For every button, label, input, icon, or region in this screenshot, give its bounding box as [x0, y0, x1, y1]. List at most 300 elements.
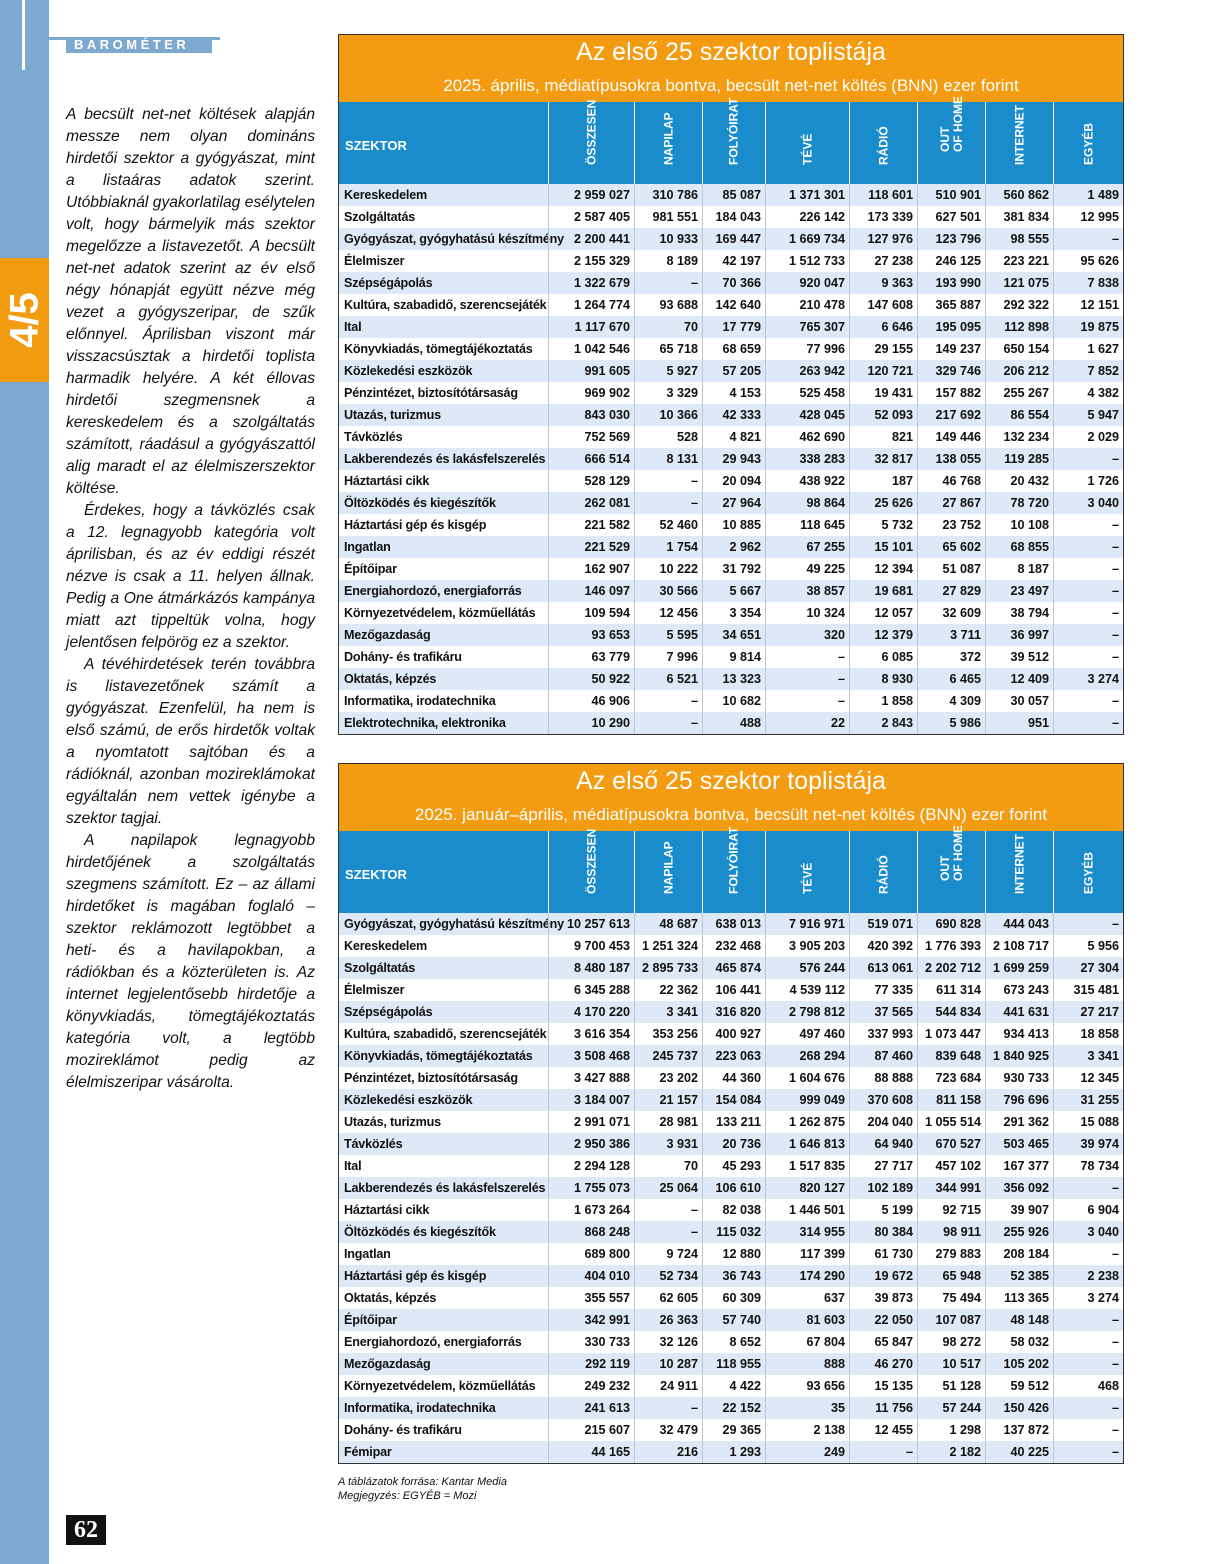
- column-header: [849, 831, 917, 913]
- sector-name: Mezőgazdaság: [344, 1357, 431, 1371]
- value-cell: 19 681: [849, 580, 917, 602]
- table-row: [339, 646, 1123, 668]
- value-cell: 10 108: [985, 514, 1053, 536]
- value-cell: 752 569: [548, 426, 634, 448]
- value-cell: 29 155: [849, 338, 917, 360]
- value-cell: 241 613: [548, 1397, 634, 1419]
- value-cell: 868 248: [548, 1221, 634, 1243]
- value-cell: 10 222: [634, 558, 702, 580]
- value-cell: 70 366: [702, 272, 765, 294]
- value-cell: 65 602: [917, 536, 985, 558]
- value-cell: 8 930: [849, 668, 917, 690]
- table-row: [339, 935, 1123, 957]
- table-row: [339, 957, 1123, 979]
- value-cell: 444 043: [985, 913, 1053, 935]
- value-cell: 1 669 734: [765, 228, 849, 250]
- value-cell: 24 911: [634, 1375, 702, 1397]
- value-cell: 36 743: [702, 1265, 765, 1287]
- sector-name: Dohány- és trafikáru: [344, 1423, 462, 1437]
- value-cell: 246 125: [917, 250, 985, 272]
- sector-name: Energiahordozó, energiaforrás: [344, 1335, 522, 1349]
- sector-name: Informatika, irodatechnika: [344, 1401, 496, 1415]
- value-cell: 525 458: [765, 382, 849, 404]
- table-row: [339, 1441, 1123, 1463]
- value-cell: 991 605: [548, 360, 634, 382]
- value-cell: 50 922: [548, 668, 634, 690]
- value-cell: 519 071: [849, 913, 917, 935]
- value-cell: 268 294: [765, 1045, 849, 1067]
- value-cell: 820 127: [765, 1177, 849, 1199]
- value-cell: 404 010: [548, 1265, 634, 1287]
- table-row: [339, 426, 1123, 448]
- table-row: [339, 492, 1123, 514]
- table-row: [339, 470, 1123, 492]
- sector-name: Szolgáltatás: [344, 961, 416, 975]
- value-cell: 1 055 514: [917, 1111, 985, 1133]
- value-cell: 40 225: [985, 1441, 1053, 1463]
- sector-name: Kereskedelem: [344, 939, 428, 953]
- value-cell: 6 521: [634, 668, 702, 690]
- sector-name: Építőipar: [344, 562, 397, 576]
- value-cell: 86 554: [985, 404, 1053, 426]
- value-cell: 22 362: [634, 979, 702, 1001]
- value-cell: 133 211: [702, 1111, 765, 1133]
- table-row: [339, 1045, 1123, 1067]
- value-cell: 7 852: [1053, 360, 1123, 382]
- column-header-label: TÉVÉ: [800, 133, 814, 165]
- value-cell: 31 792: [702, 558, 765, 580]
- sector-name: Könyvkiadás, tömegtájékoztatás: [344, 1049, 533, 1063]
- table-row: [339, 1419, 1123, 1441]
- value-cell: 12 880: [702, 1243, 765, 1265]
- value-cell: 4 170 220: [548, 1001, 634, 1023]
- value-cell: 52 460: [634, 514, 702, 536]
- value-cell: 146 097: [548, 580, 634, 602]
- value-cell: 457 102: [917, 1155, 985, 1177]
- value-cell: 121 075: [985, 272, 1053, 294]
- table-row: [339, 580, 1123, 602]
- value-cell: 3 040: [1053, 1221, 1123, 1243]
- sector-name: Élelmiszer: [344, 983, 405, 997]
- value-cell: 169 447: [702, 228, 765, 250]
- value-cell: 34 651: [702, 624, 765, 646]
- value-cell: 342 991: [548, 1309, 634, 1331]
- table-row: [339, 1309, 1123, 1331]
- value-cell: 95 626: [1053, 250, 1123, 272]
- value-cell: 4 309: [917, 690, 985, 712]
- sector-name: Közlekedési eszközök: [344, 1093, 473, 1107]
- value-cell: 2 843: [849, 712, 917, 734]
- value-cell: 20 094: [702, 470, 765, 492]
- value-cell: 39 907: [985, 1199, 1053, 1221]
- column-header-label: FOLYÓIRAT: [726, 826, 741, 894]
- value-cell: 70: [634, 1155, 702, 1177]
- value-cell: 245 737: [634, 1045, 702, 1067]
- value-cell: 27 829: [917, 580, 985, 602]
- article-paragraph: A tévéhirdetések terén továbbra is listavezetőnek számít a gyógyászat. Ezenfelül, ha nem is első számú, de erős hirdetők voltak a nyomtatott sajtóban és a rádióknál, azonban mozireklámokat egyáltalán nem vettek igénybe a szektor tagjai.: [66, 656, 315, 827]
- value-cell: 46 906: [548, 690, 634, 712]
- sector-name: Kereskedelem: [344, 188, 428, 202]
- value-cell: 1 604 676: [765, 1067, 849, 1089]
- value-cell: –: [849, 1441, 917, 1463]
- value-cell: 10 933: [634, 228, 702, 250]
- value-cell: 370 608: [849, 1089, 917, 1111]
- value-cell: 3 711: [917, 624, 985, 646]
- remark-note: Megjegyzés: EGYÉB = Mozi: [338, 1490, 477, 1502]
- value-cell: 48 148: [985, 1309, 1053, 1331]
- value-cell: 49 225: [765, 558, 849, 580]
- value-cell: 75 494: [917, 1287, 985, 1309]
- value-cell: 1 298: [917, 1419, 985, 1441]
- value-cell: 528 129: [548, 470, 634, 492]
- value-cell: 9 814: [702, 646, 765, 668]
- value-cell: 2 138: [765, 1419, 849, 1441]
- sector-name: Pénzintézet, biztosítótársaság: [344, 1071, 518, 1085]
- value-cell: 8 480 187: [548, 957, 634, 979]
- value-cell: 19 875: [1053, 316, 1123, 338]
- value-cell: 98 864: [765, 492, 849, 514]
- column-headers: [339, 96, 1123, 184]
- section-badge: [0, 258, 49, 382]
- value-cell: 497 460: [765, 1023, 849, 1045]
- table-body: [339, 184, 1123, 734]
- value-cell: 68 659: [702, 338, 765, 360]
- value-cell: 12 456: [634, 602, 702, 624]
- table-row: [339, 1111, 1123, 1133]
- value-cell: 68 855: [985, 536, 1053, 558]
- value-cell: 1 073 447: [917, 1023, 985, 1045]
- value-cell: 52 734: [634, 1265, 702, 1287]
- column-header-label: NAPILAP: [661, 112, 675, 165]
- value-cell: 329 746: [917, 360, 985, 382]
- sector-name: Ital: [344, 1159, 362, 1173]
- source-note: A táblázatok forrása: Kantar Media: [338, 1476, 507, 1488]
- value-cell: 666 514: [548, 448, 634, 470]
- column-header-label: NAPILAP: [661, 841, 675, 894]
- value-cell: 468: [1053, 1375, 1123, 1397]
- value-cell: 127 976: [849, 228, 917, 250]
- value-cell: 52 385: [985, 1265, 1053, 1287]
- value-cell: 92 715: [917, 1199, 985, 1221]
- value-cell: 1 322 679: [548, 272, 634, 294]
- value-cell: 3 931: [634, 1133, 702, 1155]
- value-cell: –: [765, 646, 849, 668]
- value-cell: 438 922: [765, 470, 849, 492]
- value-cell: 3 427 888: [548, 1067, 634, 1089]
- table-row: [339, 1353, 1123, 1375]
- value-cell: 93 653: [548, 624, 634, 646]
- value-cell: 6 085: [849, 646, 917, 668]
- value-cell: 20 736: [702, 1133, 765, 1155]
- value-cell: 13 323: [702, 668, 765, 690]
- value-cell: 9 724: [634, 1243, 702, 1265]
- value-cell: 510 901: [917, 184, 985, 206]
- value-cell: 60 309: [702, 1287, 765, 1309]
- sector-name: Környezetvédelem, közműellátás: [344, 1379, 536, 1393]
- value-cell: 149 446: [917, 426, 985, 448]
- value-cell: 221 529: [548, 536, 634, 558]
- table-row: [339, 536, 1123, 558]
- table-row: [339, 316, 1123, 338]
- value-cell: 488: [702, 712, 765, 734]
- value-cell: 2 108 717: [985, 935, 1053, 957]
- column-header-label: INTERNET: [1012, 834, 1026, 894]
- value-cell: 2 029: [1053, 426, 1123, 448]
- value-cell: –: [1053, 558, 1123, 580]
- value-cell: 8 189: [634, 250, 702, 272]
- value-cell: 330 733: [548, 1331, 634, 1353]
- value-cell: 3 341: [634, 1001, 702, 1023]
- sector-name: Lakberendezés és lakásfelszerelés: [344, 452, 546, 466]
- value-cell: 29 943: [702, 448, 765, 470]
- sector-name: Távközlés: [344, 430, 403, 444]
- value-cell: 796 696: [985, 1089, 1053, 1111]
- value-cell: 51 128: [917, 1375, 985, 1397]
- table-row: [339, 514, 1123, 536]
- value-cell: 627 501: [917, 206, 985, 228]
- value-cell: 981 551: [634, 206, 702, 228]
- value-cell: 613 061: [849, 957, 917, 979]
- value-cell: 12 455: [849, 1419, 917, 1441]
- value-cell: 93 656: [765, 1375, 849, 1397]
- value-cell: 15 088: [1053, 1111, 1123, 1133]
- value-cell: 115 032: [702, 1221, 765, 1243]
- value-cell: –: [1053, 624, 1123, 646]
- value-cell: 80 384: [849, 1221, 917, 1243]
- value-cell: 690 828: [917, 913, 985, 935]
- value-cell: 57 205: [702, 360, 765, 382]
- value-cell: 951: [985, 712, 1053, 734]
- sector-name: Öltözködés és kiegészítők: [344, 1225, 496, 1239]
- value-cell: 193 990: [917, 272, 985, 294]
- value-cell: 356 092: [985, 1177, 1053, 1199]
- value-cell: 4 539 112: [765, 979, 849, 1001]
- value-cell: 112 898: [985, 316, 1053, 338]
- value-cell: 5 667: [702, 580, 765, 602]
- value-cell: 32 479: [634, 1419, 702, 1441]
- value-cell: 355 557: [548, 1287, 634, 1309]
- value-cell: 61 730: [849, 1243, 917, 1265]
- sector-name: Szolgáltatás: [344, 210, 416, 224]
- value-cell: 5 956: [1053, 935, 1123, 957]
- table-row: [339, 360, 1123, 382]
- value-cell: 4 422: [702, 1375, 765, 1397]
- value-cell: 3 040: [1053, 492, 1123, 514]
- value-cell: –: [1053, 448, 1123, 470]
- value-cell: 3 616 354: [548, 1023, 634, 1045]
- value-cell: 2 182: [917, 1441, 985, 1463]
- value-cell: –: [1053, 1397, 1123, 1419]
- sector-name: Informatika, irodatechnika: [344, 694, 496, 708]
- sector-name: Szépségápolás: [344, 276, 433, 290]
- sector-name: Ital: [344, 320, 362, 334]
- value-cell: 123 796: [917, 228, 985, 250]
- column-header: [702, 826, 765, 913]
- value-cell: 12 379: [849, 624, 917, 646]
- value-cell: 39 512: [985, 646, 1053, 668]
- table-subtitle: 2025. április, médiatípusokra bontva, becsült net-net költés (BNN) ezer forint: [443, 76, 1019, 95]
- value-cell: 67 804: [765, 1331, 849, 1353]
- value-cell: 673 243: [985, 979, 1053, 1001]
- column-header: [765, 831, 849, 913]
- value-cell: 12 151: [1053, 294, 1123, 316]
- value-cell: 5 595: [634, 624, 702, 646]
- table-subtitle: 2025. január–április, médiatípusokra bontva, becsült net-net költés (BNN) ezer forint: [414, 805, 1048, 824]
- value-cell: 39 974: [1053, 1133, 1123, 1155]
- value-cell: 821: [849, 426, 917, 448]
- value-cell: 208 184: [985, 1243, 1053, 1265]
- table-row: [339, 382, 1123, 404]
- value-cell: 119 285: [985, 448, 1053, 470]
- sector-name: Távközlés: [344, 1137, 403, 1151]
- value-cell: 10 287: [634, 1353, 702, 1375]
- value-cell: 223 063: [702, 1045, 765, 1067]
- value-cell: 46 270: [849, 1353, 917, 1375]
- value-cell: 420 392: [849, 935, 917, 957]
- value-cell: 255 926: [985, 1221, 1053, 1243]
- column-header-label: TÉVÉ: [800, 862, 814, 894]
- value-cell: 23 752: [917, 514, 985, 536]
- value-cell: 2 950 386: [548, 1133, 634, 1155]
- value-cell: 26 363: [634, 1309, 702, 1331]
- table-row: [339, 1177, 1123, 1199]
- value-cell: 28 981: [634, 1111, 702, 1133]
- value-cell: 98 555: [985, 228, 1053, 250]
- value-cell: –: [765, 668, 849, 690]
- value-cell: –: [1053, 1441, 1123, 1463]
- value-cell: 765 307: [765, 316, 849, 338]
- table-row: [339, 602, 1123, 624]
- value-cell: 930 733: [985, 1067, 1053, 1089]
- value-cell: 1 446 501: [765, 1199, 849, 1221]
- table-row: [339, 184, 1123, 206]
- table-row: [339, 228, 1123, 250]
- value-cell: 10 290: [548, 712, 634, 734]
- value-cell: 149 237: [917, 338, 985, 360]
- value-cell: –: [634, 712, 702, 734]
- value-cell: –: [1053, 1331, 1123, 1353]
- column-header: [917, 96, 985, 184]
- value-cell: 85 087: [702, 184, 765, 206]
- sector-name: Oktatás, képzés: [344, 1291, 437, 1305]
- sector-name: Gyógyászat, gyógyhatású készítmény: [344, 232, 564, 246]
- value-cell: 638 013: [702, 913, 765, 935]
- value-cell: 310 786: [634, 184, 702, 206]
- value-cell: 2 238: [1053, 1265, 1123, 1287]
- table-row: [339, 558, 1123, 580]
- column-header-label: ÖSSZESEN: [584, 99, 598, 165]
- value-cell: 15 135: [849, 1375, 917, 1397]
- value-cell: 12 057: [849, 602, 917, 624]
- value-cell: 78 734: [1053, 1155, 1123, 1177]
- value-cell: 106 610: [702, 1177, 765, 1199]
- sector-name: Utazás, turizmus: [344, 408, 441, 422]
- value-cell: 77 335: [849, 979, 917, 1001]
- sector-name: Szépségápolás: [344, 1005, 433, 1019]
- value-cell: 6 345 288: [548, 979, 634, 1001]
- value-cell: 650 154: [985, 338, 1053, 360]
- value-cell: 7 838: [1053, 272, 1123, 294]
- value-cell: 1 251 324: [634, 935, 702, 957]
- column-header: [765, 102, 849, 184]
- value-cell: 57 244: [917, 1397, 985, 1419]
- value-cell: 7 916 971: [765, 913, 849, 935]
- value-cell: 120 721: [849, 360, 917, 382]
- value-cell: –: [1053, 580, 1123, 602]
- column-header-label: RÁDIÓ: [876, 855, 890, 894]
- sector-name: Kultúra, szabadidő, szerencsejáték: [344, 1027, 547, 1041]
- value-cell: 12 345: [1053, 1067, 1123, 1089]
- value-cell: 2 587 405: [548, 206, 634, 228]
- value-cell: 263 942: [765, 360, 849, 382]
- value-cell: 1 117 670: [548, 316, 634, 338]
- value-cell: 2 155 329: [548, 250, 634, 272]
- value-cell: 42 333: [702, 404, 765, 426]
- value-cell: 27 304: [1053, 957, 1123, 979]
- value-cell: 1 264 774: [548, 294, 634, 316]
- value-cell: 1 517 835: [765, 1155, 849, 1177]
- value-cell: 138 055: [917, 448, 985, 470]
- table-row: [339, 1155, 1123, 1177]
- table-row: [339, 404, 1123, 426]
- value-cell: 204 040: [849, 1111, 917, 1133]
- value-cell: 226 142: [765, 206, 849, 228]
- column-header-label: INTERNET: [1012, 105, 1026, 165]
- column-header: [634, 831, 702, 913]
- value-cell: 173 339: [849, 206, 917, 228]
- value-cell: 22: [765, 712, 849, 734]
- value-cell: 6 904: [1053, 1199, 1123, 1221]
- value-cell: 27 867: [917, 492, 985, 514]
- value-cell: 150 426: [985, 1397, 1053, 1419]
- value-cell: 5 947: [1053, 404, 1123, 426]
- value-cell: 48 687: [634, 913, 702, 935]
- sector-name: Építőipar: [344, 1313, 397, 1327]
- table-row: [339, 624, 1123, 646]
- sector-name: Háztartási cikk: [344, 474, 430, 488]
- value-cell: 67 255: [765, 536, 849, 558]
- sector-name: Elektrotechnika, elektronika: [344, 716, 506, 730]
- value-cell: 27 717: [849, 1155, 917, 1177]
- sector-name: Kultúra, szabadidő, szerencsejáték: [344, 298, 547, 312]
- value-cell: 1 489: [1053, 184, 1123, 206]
- table-row: [339, 1133, 1123, 1155]
- value-cell: 174 290: [765, 1265, 849, 1287]
- value-cell: 19 431: [849, 382, 917, 404]
- header-cross-line: [22, 0, 25, 70]
- value-cell: 1 293: [702, 1441, 765, 1463]
- value-cell: 3 341: [1053, 1045, 1123, 1067]
- value-cell: 2 962: [702, 536, 765, 558]
- value-cell: 217 692: [917, 404, 985, 426]
- sector-name: Ingatlan: [344, 1247, 391, 1261]
- table-row: [339, 1265, 1123, 1287]
- value-cell: 320: [765, 624, 849, 646]
- value-cell: 27 964: [702, 492, 765, 514]
- value-cell: 3 329: [634, 382, 702, 404]
- value-cell: 51 087: [917, 558, 985, 580]
- value-cell: 503 465: [985, 1133, 1053, 1155]
- value-cell: 291 362: [985, 1111, 1053, 1133]
- value-cell: 44 165: [548, 1441, 634, 1463]
- value-cell: 5 732: [849, 514, 917, 536]
- article-paragraph: A napilapok legnagyobb hirdetőjének a szolgáltatás szegmens számított. Ez – az állami hirdetőket is magában foglaló – szektor reklámozott legtöbbet a heti- és a havilapokban, a rádiókban és a közterületen is. Az internet legjelentősebb hirdetője a könyvkiadás, tömegtájékoztatás kategória volt, a legtöbb mozireklámot pedig az élelmiszeripar vásárolta.: [66, 832, 315, 1091]
- value-cell: 934 413: [985, 1023, 1053, 1045]
- value-cell: 2 991 071: [548, 1111, 634, 1133]
- value-cell: 1 627: [1053, 338, 1123, 360]
- value-cell: 25 626: [849, 492, 917, 514]
- value-cell: 30 057: [985, 690, 1053, 712]
